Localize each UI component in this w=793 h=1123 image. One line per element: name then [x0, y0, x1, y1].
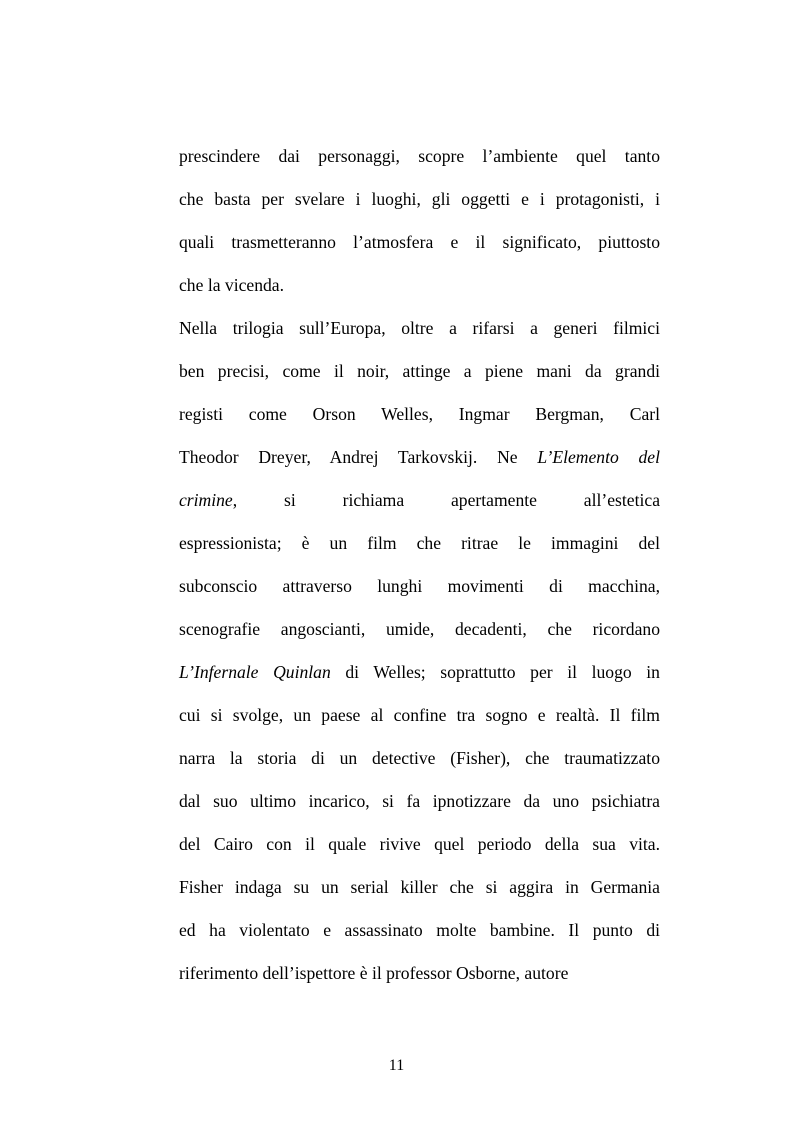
text-run: scenografie angoscianti, umide, decadenti, che ricordano [179, 619, 660, 639]
italic-title: crimine [179, 490, 233, 510]
text-run: cui si svolge, un paese al confine tra sogno e realtà. Il film [179, 705, 660, 725]
text-line [179, 230, 660, 254]
text-line [179, 359, 660, 383]
text-line [179, 703, 660, 727]
text-line [179, 273, 660, 297]
text-run: del Cairo con il quale rivive quel periodo della sua vita. [179, 834, 660, 854]
text-line [179, 660, 660, 684]
text-line [179, 961, 660, 985]
text-run: riferimento dell’ispettore è il professor Osborne, autore [179, 963, 569, 983]
text-line [179, 617, 660, 641]
text-run: ed ha violentato e assassinato molte bambine. Il punto di [179, 920, 660, 940]
text-run: che basta per svelare i luoghi, gli oggetti e i protagonisti, i [179, 189, 660, 209]
text-run: Fisher indaga su un serial killer che si aggira in Germania [179, 877, 660, 897]
text-run: Nella trilogia sull’Europa, oltre a rifarsi a generi filmici [179, 318, 660, 338]
text-line [179, 918, 660, 942]
text-run: espressionista; è un film che ritrae le immagini del [179, 533, 660, 553]
text-line [179, 144, 660, 168]
text-run: dal suo ultimo incarico, si fa ipnotizzare da uno psichiatra [179, 791, 660, 811]
text-line [179, 875, 660, 899]
text-run: ben precisi, come il noir, attinge a piene mani da grandi [179, 361, 660, 381]
text-line [179, 531, 660, 555]
text-run: registi come Orson Welles, Ingmar Bergman, Carl [179, 404, 660, 424]
text-run: quali trasmetteranno l’atmosfera e il significato, piuttosto [179, 232, 660, 252]
text-run: subconscio attraverso lunghi movimenti di macchina, [179, 576, 660, 596]
text-line [179, 832, 660, 856]
italic-title: L’Elemento del [537, 447, 660, 467]
text-line [179, 187, 660, 211]
text-run: di Welles; soprattutto per il luogo in [330, 662, 660, 682]
text-run: prescindere dai personaggi, scopre l’ambiente quel tanto [179, 146, 660, 166]
text-line [179, 402, 660, 426]
text-run: che la vicenda. [179, 275, 285, 295]
text-run: Theodor Dreyer, Andrej Tarkovskij. Ne [179, 447, 538, 467]
text-run: narra la storia di un detective (Fisher), che traumatizzato [179, 748, 660, 768]
text-line [179, 789, 660, 813]
text-run: , si richiama apertamente all’estetica [232, 490, 660, 510]
text-line [179, 574, 660, 598]
page-number: 11 [388, 1057, 405, 1074]
text-line [179, 746, 660, 770]
italic-title: L’Infernale Quinlan [179, 662, 331, 682]
text-line [179, 488, 660, 512]
text-line [179, 316, 660, 340]
text-line [179, 445, 660, 469]
